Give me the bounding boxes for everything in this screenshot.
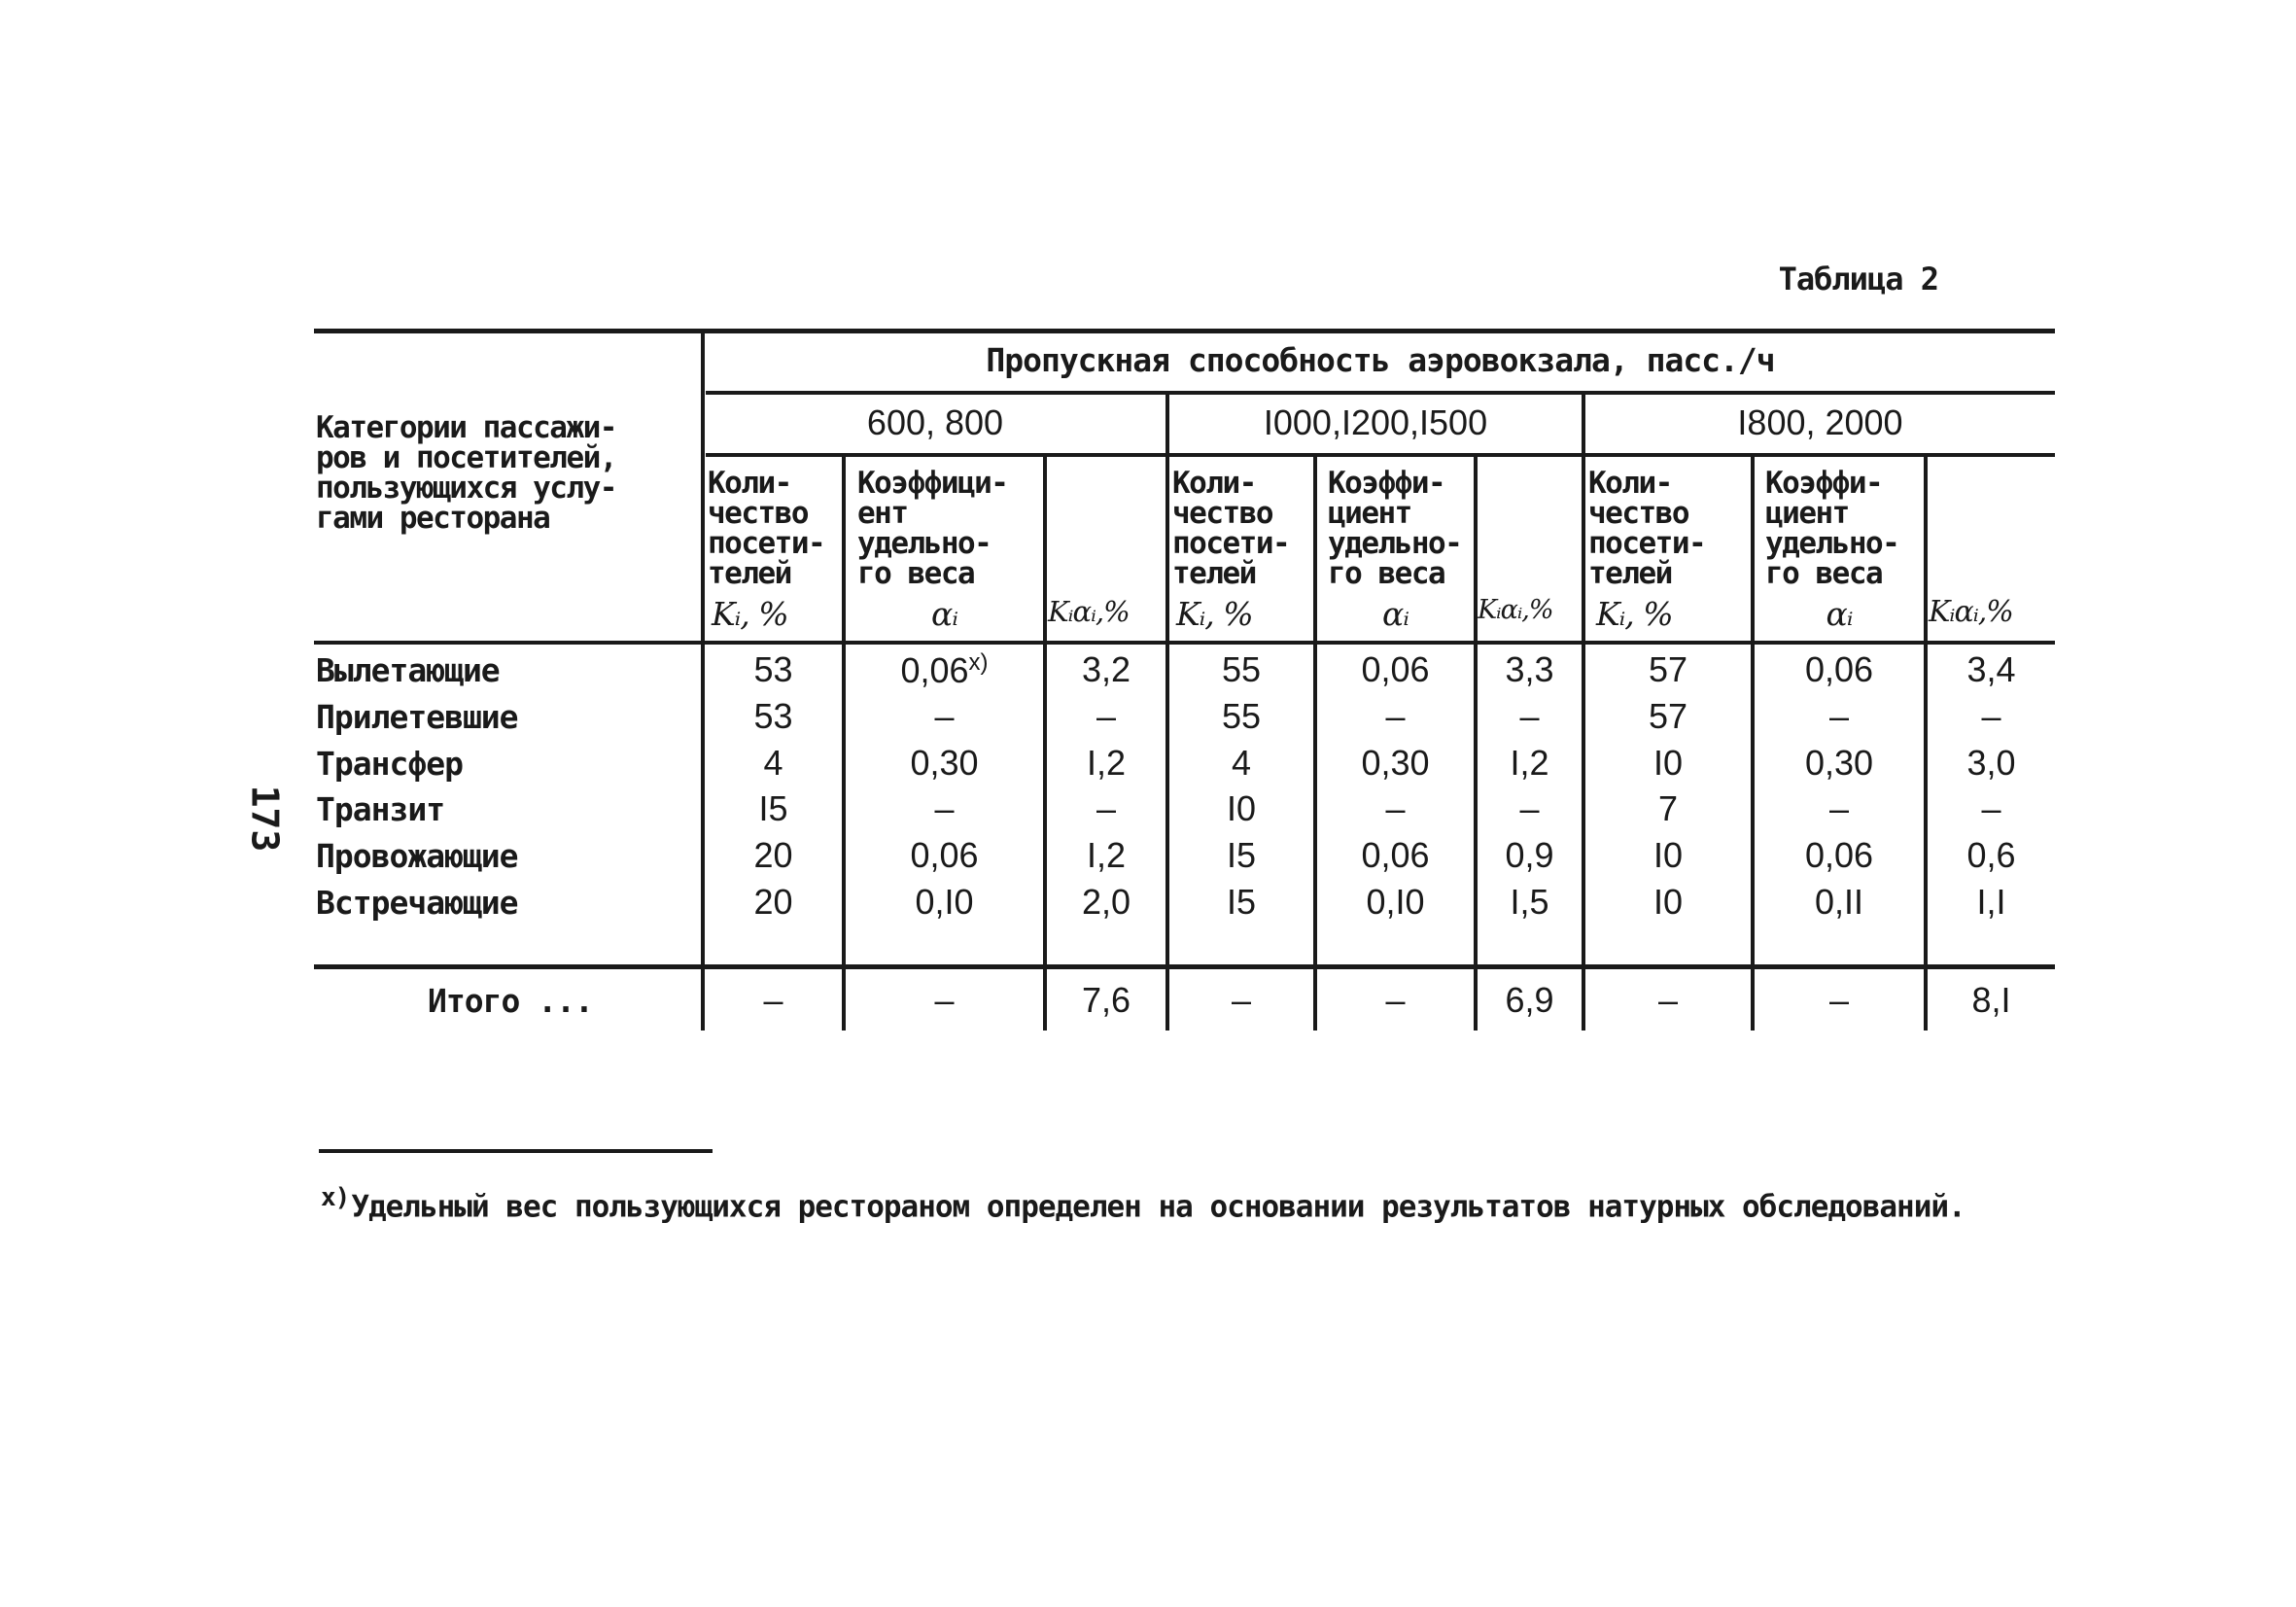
total-cell: 7,6 (1081, 980, 1131, 1020)
total-label: Итого ... (428, 982, 593, 1020)
g2-coef-header: Коэффи- циент удельно- го веса (1328, 466, 1462, 591)
table-cell: 0,9 (1505, 835, 1554, 875)
g2-count-symbol: Kᵢ, % (1176, 595, 1253, 633)
group-rule (706, 453, 2055, 457)
g1-prod-symbol: Kᵢαᵢ,% (1048, 595, 1130, 628)
table-cell: 57 (1648, 649, 1688, 689)
table-cell: I0 (1652, 743, 1684, 783)
table-cell: I5 (758, 788, 788, 828)
table-cell: 57 (1648, 696, 1688, 736)
table-cell: 3,4 (1966, 649, 2016, 689)
row-category: Транзит (316, 790, 445, 828)
table-cell: 55 (1221, 649, 1262, 689)
total-cell: – (1231, 980, 1252, 1020)
total-top-rule (314, 964, 2055, 969)
table-cell: – (1981, 696, 2001, 736)
row-category: Встречающие (316, 884, 518, 922)
table-cell: 3,2 (1081, 649, 1131, 689)
table-cell: 0,6 (1966, 835, 2016, 875)
g2-prod-symbol: Kᵢαᵢ,% (1478, 595, 1553, 625)
g2-count-header: Коли- чество посети- телей (1172, 466, 1290, 591)
capacity-rule (706, 391, 2055, 395)
g1-count-header: Коли- чество посети- телей (708, 466, 825, 591)
table-cell: – (1385, 696, 1406, 736)
table-cell: I0 (1652, 882, 1684, 922)
table-cell: I,I (1976, 882, 2006, 922)
g3-coef-symbol: αᵢ (1826, 595, 1853, 633)
table-cell: 0,I0 (915, 882, 974, 922)
table-cell: 53 (753, 696, 793, 736)
group-header-2: I000,I200,I500 (1263, 402, 1488, 442)
table-cell: 0,30 (1804, 743, 1874, 783)
row-category: Прилетевшие (316, 698, 518, 736)
total-cell: 6,9 (1505, 980, 1554, 1020)
capacity-header: Пропускная способность аэровокзала, пасс./ч (986, 341, 1775, 379)
table-cell: – (1828, 788, 1850, 828)
table-cell: 55 (1221, 696, 1262, 736)
table-cell: 4 (763, 743, 783, 783)
table-cell: I,2 (1510, 743, 1549, 783)
footnote (321, 1174, 2051, 1230)
g1-count-symbol: Kᵢ, % (712, 595, 788, 633)
table-cell: 4 (1231, 743, 1252, 783)
table-label: Таблица 2 (1778, 261, 1938, 297)
footnote-rule (319, 1149, 713, 1153)
table-cell: I5 (1226, 835, 1257, 875)
table-cell: 0,30 (910, 743, 979, 783)
table-cell: I0 (1652, 835, 1684, 875)
table-cell: I,2 (1086, 835, 1127, 875)
table-cell: 0,06 (1804, 649, 1874, 689)
footnote-mark: x) (321, 1183, 350, 1212)
col-divider-g2-coef (1313, 453, 1317, 1031)
group-header-3: I800, 2000 (1737, 402, 1903, 442)
footnote-ref: x) (968, 649, 989, 676)
table-cell: 0,I0 (1366, 882, 1425, 922)
table-cell: I5 (1226, 882, 1257, 922)
table-cell: I,5 (1510, 882, 1549, 922)
table-cell: 7 (1657, 788, 1679, 828)
header-bottom-rule (314, 641, 2055, 645)
table-cell: 0,II (1814, 882, 1864, 922)
table-top-rule (314, 329, 2055, 333)
group-header-1: 600, 800 (866, 402, 1004, 442)
table-cell: – (1828, 696, 1850, 736)
table-cell: I,2 (1086, 743, 1127, 783)
table-cell: – (1096, 696, 1117, 736)
total-cell: – (1657, 980, 1679, 1020)
table-cell: – (1385, 788, 1406, 828)
table-cell: 0,06 (1361, 649, 1430, 689)
row-category: Провожающие (316, 837, 518, 875)
total-cell: – (1385, 980, 1406, 1020)
table-cell: 20 (753, 835, 793, 875)
g1-coef-symbol: αᵢ (931, 595, 957, 633)
g3-prod-symbol: Kᵢαᵢ,% (1929, 595, 2013, 629)
table-cell: 3,3 (1505, 649, 1554, 689)
table-cell: 0,06 (1804, 835, 1874, 875)
table-cell: 0,06 (910, 835, 979, 875)
table-cell: 0,06$^{x)}$ (900, 649, 989, 690)
g1-coef-header: Коэффици- ент удельно- го веса (857, 466, 1008, 591)
col-divider-g2-prod (1474, 453, 1478, 1031)
page-number: 173 (243, 785, 287, 853)
col-divider-g1-prod (1043, 453, 1047, 1031)
row-category: Вылетающие (316, 651, 500, 689)
total-cell: – (763, 980, 783, 1020)
table-cell: I0 (1226, 788, 1257, 828)
table-cell: 0,30 (1361, 743, 1430, 783)
g3-count-symbol: Kᵢ, % (1596, 595, 1673, 633)
g3-count-header: Коли- чество посети- телей (1588, 466, 1706, 591)
table-cell: 0,06 (1361, 835, 1430, 875)
table-cell: 2,0 (1081, 882, 1131, 922)
total-cell: – (1828, 980, 1850, 1020)
g3-coef-header: Коэффи- циент удельно- го веса (1765, 466, 1899, 591)
table-cell: – (934, 788, 955, 828)
table-cell: – (1096, 788, 1117, 828)
col-divider-g3-coef (1751, 453, 1755, 1031)
total-cell: – (934, 980, 955, 1020)
footnote-text: Удельный вес пользующихся рестораном определен на основании результатов натурных обследований. (351, 1189, 1966, 1225)
table-cell: 20 (753, 882, 793, 922)
table-cell: – (1519, 788, 1540, 828)
total-cell: 8,I (1971, 980, 2011, 1020)
table-cell: – (1519, 696, 1540, 736)
g2-coef-symbol: αᵢ (1382, 595, 1409, 633)
table-cell: – (934, 696, 955, 736)
table-cell: – (1981, 788, 2001, 828)
row-category: Трансфер (316, 745, 463, 783)
col-divider-g1-coef (842, 453, 846, 1031)
col-divider-g3-prod (1924, 453, 1928, 1031)
table-cell: 3,0 (1966, 743, 2016, 783)
category-header: Категории пассажи- ров и посетителей, пользующихся услу- гами ресторана (316, 410, 616, 536)
table-cell: 53 (753, 649, 793, 689)
